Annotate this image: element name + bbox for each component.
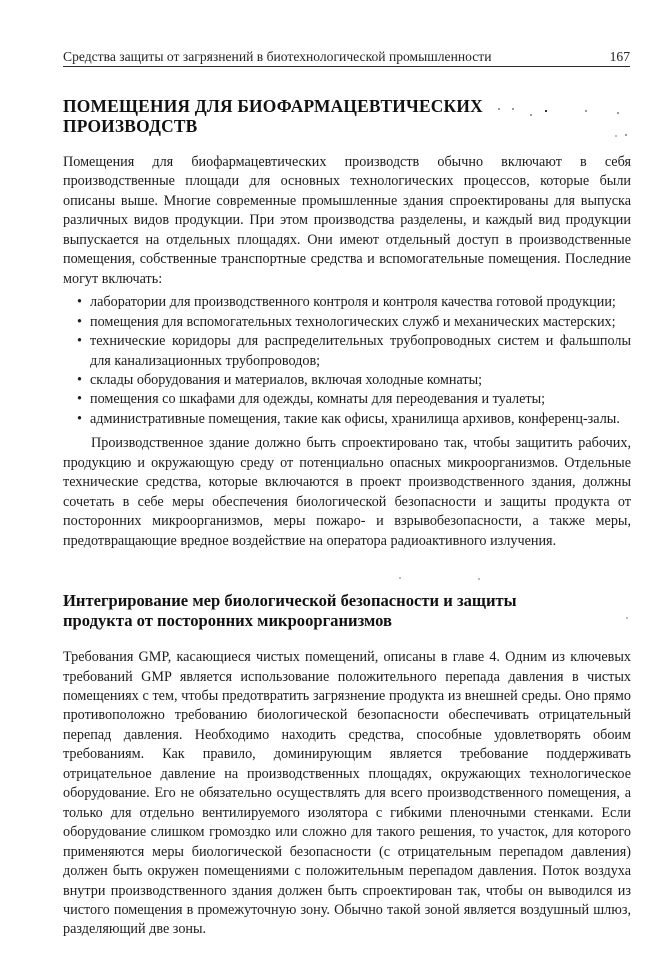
list-item-text: лаборатории для производственного контроля и контроля качества готовой продукции;	[90, 294, 616, 311]
list-item	[63, 293, 631, 312]
page-content	[63, 96, 631, 940]
scan-speck	[498, 108, 500, 110]
running-head	[63, 48, 630, 67]
scan-speck	[399, 577, 401, 579]
running-head-title: Средства защиты от загрязнений в биотехнологической промышленности	[63, 49, 492, 64]
bullet-icon: •	[77, 371, 82, 388]
scan-speck	[512, 108, 514, 110]
list-item-text: административные помещения, такие как офисы, хранилища архивов, конференц-залы.	[90, 410, 620, 427]
scan-speck	[545, 110, 547, 112]
bullet-icon: •	[77, 410, 82, 427]
list-item	[63, 410, 631, 429]
scan-speck	[615, 135, 617, 137]
page-number: 167	[609, 49, 630, 64]
subsection-title: Интегрирование мер биологической безопасности и защиты продукта от посторонних микроорганизмов	[63, 591, 517, 631]
bullet-icon: •	[77, 294, 82, 311]
scan-speck	[530, 114, 532, 116]
scan-speck	[478, 578, 480, 580]
list-item	[63, 390, 631, 409]
section-intro-paragraph: Помещения для биофармацевтических производств обычно включают в себя производственные площади для основных технологических процессов, которые были описаны выше. Многие современные промышленные здания спроектированы для выпуска различных видов продукции. При этом производства разделены, и каждый вид продукции выпускается на отдельных площадях. Они имеют отдельный доступ в производственные помещения, собственные транспортные средства и вспомогательные помещения. Последние могут включать:	[63, 154, 631, 287]
section-title: ПОМЕЩЕНИЯ ДЛЯ БИОФАРМАЦЕВТИЧЕСКИХ ПРОИЗВОДСТВ	[63, 96, 483, 136]
list-item	[63, 371, 631, 390]
bullet-icon: •	[77, 391, 82, 408]
subsection-paragraph: Требования GMP, касающиеся чистых помещений, описаны в главе 4. Одним из ключевых требований GMP является использование положительного перепада давления в чистых помещениях с тем, чтобы предотвратить загрязнение продукта из внешней среды. Оно прямо противоположно требованию биологической безопасности обеспечивать отрицательный перепад давления. Необходимо находить средства, способные удовлетворять обоим требованиям. Как правило, доминирующим является требование поддерживать отрицательное давление на производственных площадях, окружающих технологическое оборудование. Его не обязательно осуществлять для всего производственного помещения, а только для отдельно вентилируемого изолятора с гибкими пленочными стенками. Если оборудование слишком громоздко или сложно для такого решения, то участок, для которого применяются меры биологической безопасности (с отрицательным перепадом давления) должен быть окружен помещениями с положительным перепадом давления. Поток воздуха внутри производственного здания должен быть спроектирован так, чтобы он выводился из чистого помещения в промежуточную зону. Обычно такой зоной является воздушный шлюз, разделяющий две зоны.	[63, 649, 631, 938]
section-paragraph-2: Производственное здание должно быть спроектировано так, чтобы защитить рабочих, продукцию и окружающую среду от потенциально опасных микроорганизмов. Отдельные технические средства, которые включаются в проект производственного здания, должны сочетать в себе меры обеспечения биологической безопасности и защиты продукта от посторонних микроорганизмов, меры пожаро- и взрывобезопасности, а также меры, предотвращающие вредное воздействие на оператора радиоактивного излучения.	[63, 435, 631, 549]
list-item	[63, 332, 631, 371]
scan-speck	[626, 617, 628, 619]
list-item-text: помещения для вспомогательных технологических служб и механических мастерских;	[90, 313, 616, 330]
bullet-icon: •	[77, 313, 82, 330]
bullet-icon: •	[77, 333, 82, 350]
facility-list	[63, 293, 631, 429]
list-item-text: склады оборудования и материалов, включая холодные комнаты;	[90, 371, 483, 388]
list-item-text: помещения со шкафами для одежды, комнаты для переодевания и туалеты;	[90, 391, 546, 408]
scan-speck	[625, 134, 627, 136]
list-item-text: технические коридоры для распределительных трубопроводных систем и фальшполы для канализационных трубопроводов;	[90, 333, 631, 369]
scan-speck	[585, 110, 587, 112]
list-item	[63, 313, 631, 332]
scan-speck	[617, 112, 619, 114]
